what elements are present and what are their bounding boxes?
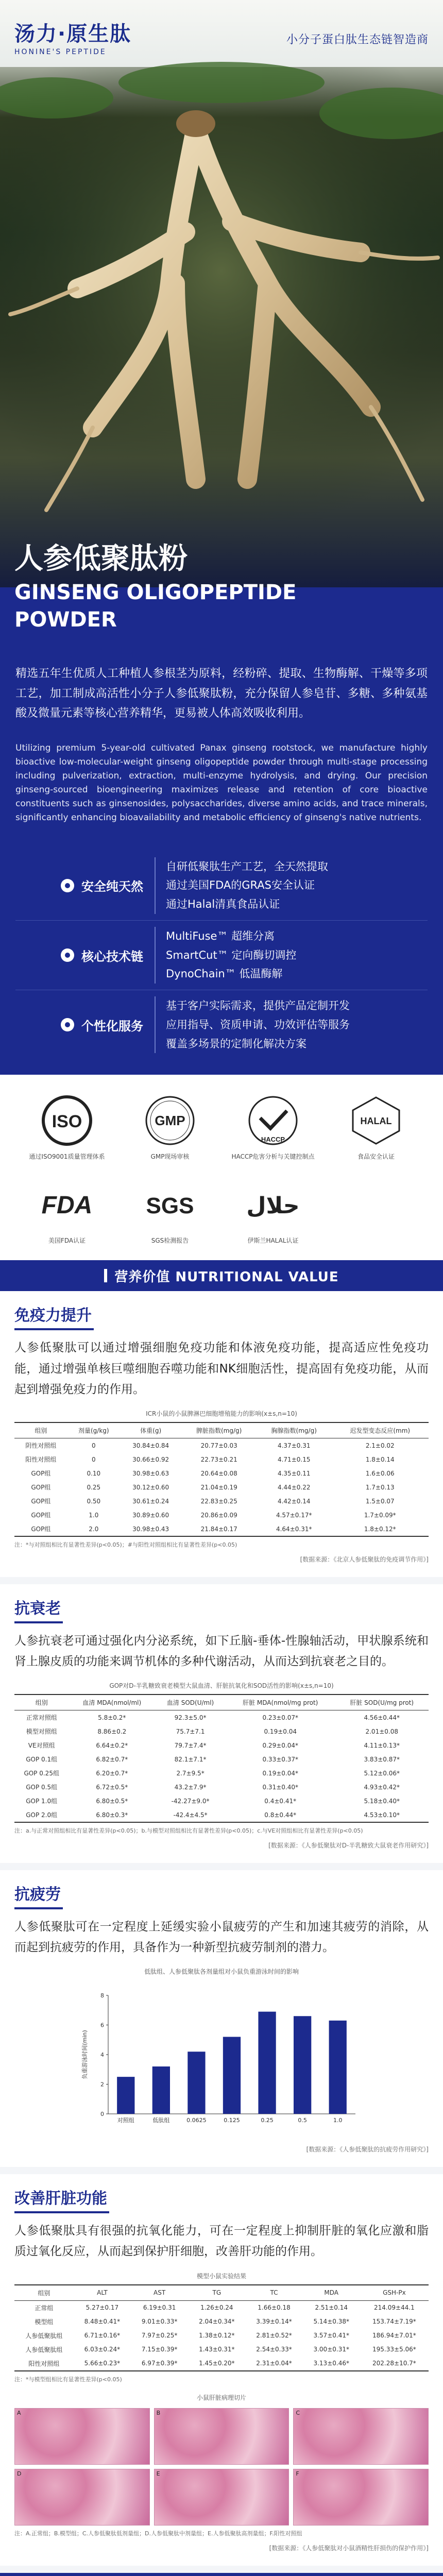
table-header-cell: 血清 SOD(U/ml) <box>155 1694 226 1710</box>
table-row <box>14 2343 429 2357</box>
table-cell: 3.00±0.31* <box>313 2346 349 2353</box>
section-title: 免疫力提升 <box>14 1302 94 1330</box>
table-header-cell: 胸腺指数(mg/g) <box>257 1422 332 1438</box>
table-row <box>14 1494 429 1508</box>
table-header-cell: 脾脏指数(mg/g) <box>181 1422 257 1438</box>
table-cell: 2.7±9.5* <box>176 1769 205 1777</box>
feature-dot-icon <box>61 1018 74 1031</box>
table-cell: 4.44±0.22 <box>277 1483 311 1491</box>
nutrition-header <box>0 1260 443 1291</box>
table-cell: 模型对照组 <box>26 1728 57 1736</box>
hero <box>0 0 443 632</box>
table-cell: 2.0 <box>67 1522 120 1536</box>
brand-name-en: HONINE'S PEPTIDE <box>14 48 107 56</box>
table-cell: 1.7±0.13 <box>365 1483 395 1491</box>
table-cell: 6.97±0.39* <box>131 2357 188 2371</box>
table-cell: 1.8±0.14 <box>365 1455 395 1463</box>
table-row <box>14 2357 429 2371</box>
table-cell: GOP 1.0组 <box>26 1798 58 1805</box>
cert-caption: 食品安全认证 <box>357 1153 395 1161</box>
table-row <box>14 1710 429 1725</box>
svg-text:ISO: ISO <box>52 1112 82 1132</box>
histology-image: C <box>293 2408 429 2465</box>
table-cell: 2.54±0.33* <box>256 2346 292 2353</box>
table-cell: 0.50 <box>87 1497 101 1505</box>
table-cell: 4.57±0.17* <box>276 1511 312 1519</box>
fda-icon <box>33 1176 100 1233</box>
halal-icon <box>343 1092 410 1149</box>
feature-label: 个性化服务 <box>81 1019 143 1033</box>
table-cell: 2.31±0.04* <box>245 2357 302 2371</box>
feature-item: SmartCut™ 定向酶切调控 <box>166 948 297 961</box>
table-cell: VE对照组 <box>28 1742 55 1750</box>
brand-logo[interactable] <box>14 18 131 56</box>
table-cell: 7.15±0.39* <box>141 2346 178 2353</box>
table-cell: 模型组 <box>35 2318 54 2326</box>
cert-caption: HACCP危害分析与关键控制点 <box>231 1153 315 1161</box>
table-cell: 0.19±0.04 <box>264 1727 297 1735</box>
table-cell: 214.09±44.1 <box>374 2304 415 2312</box>
feature-row <box>15 851 428 920</box>
table-cell: 正常组 <box>35 2304 54 2312</box>
iso-icon <box>33 1092 100 1149</box>
table-cell: 6.82±0.7* <box>96 1755 128 1763</box>
top-bar <box>0 0 443 67</box>
table-row <box>14 1466 429 1480</box>
histology-image: E <box>154 2469 289 2526</box>
x-tick-label: 0.5 <box>298 2117 307 2124</box>
table-row <box>14 1738 429 1752</box>
table-row <box>14 1794 429 1808</box>
applications-header <box>0 2573 443 2576</box>
table-cell: 1.26±0.24 <box>200 2304 233 2312</box>
table-cell: 0.29±0.04* <box>262 1741 298 1749</box>
table-row <box>14 2300 429 2315</box>
y-axis-label: 负重游泳时间(min) <box>81 2030 88 2079</box>
data-source: [数据来源：《人参低聚肽对小鼠酒精性肝损伤的保护作用》] <box>269 2544 429 2552</box>
table-cell: 82.1±7.1* <box>174 1755 207 1763</box>
table-cell: GOP 2.0组 <box>14 1808 69 1822</box>
table-cell: 3.13±0.46* <box>303 2357 360 2371</box>
table-row <box>14 1808 429 1822</box>
section-text: 人参低聚肽具有很强的抗氧化能力，可在一定程度上抑制肝脏的氧化应激和脂质过氧化反应，从而起到保护肝细胞，改善肝功能的作用。 <box>14 2224 429 2259</box>
table-caption: 模型小鼠实验结果 <box>196 2272 246 2280</box>
table-cell: GOP 0.25组 <box>24 1770 59 1777</box>
table-cell: GOP 0.1组 <box>26 1756 58 1764</box>
micro-caption: 小鼠肝脏病理切片 <box>196 2394 246 2402</box>
feature-list <box>0 846 443 1075</box>
immune-table <box>14 1422 429 1537</box>
table-cell: 153.74±7.19* <box>372 2318 416 2326</box>
table-cell: 8.86±0.2 <box>97 1727 127 1735</box>
table-cell: GOP组 <box>31 1484 51 1492</box>
histology-image: A <box>14 2408 150 2465</box>
table-row <box>14 1438 429 1453</box>
table-cell: 1.43±0.31* <box>199 2346 235 2353</box>
halal-2-cert <box>222 1176 325 1245</box>
table-cell: 186.94±7.01* <box>372 2332 416 2340</box>
feature-item: 通过美国FDA的GRAS安全认证 <box>166 879 315 892</box>
table-cell: 0 <box>91 1442 96 1449</box>
table-header-cell: 迟发型变态反应(mm) <box>332 1422 429 1438</box>
table-header-cell: AST <box>131 2285 188 2301</box>
feature-item: 自研低聚肽生产工艺，全天然提取 <box>166 860 328 873</box>
table-row <box>14 1508 429 1522</box>
table-cell: 3.57±0.41* <box>313 2332 349 2340</box>
table-header-cell: ALT <box>74 2285 131 2301</box>
table-row <box>14 1480 429 1494</box>
feature-item: 通过Halal清真食品认证 <box>166 898 280 911</box>
table-row <box>14 1452 429 1466</box>
table-header-cell: GSH-Px <box>360 2285 429 2301</box>
y-tick-label: 4 <box>100 2052 104 2059</box>
table-cell: 30.61±0.24 <box>132 1497 169 1505</box>
table-header-cell: MDA <box>303 2285 360 2301</box>
section-text: 人参低聚肽可在一定程度上延缓实验小鼠疲劳的产生和加速其疲劳的消除，从而起到抗疲劳的作用，具备作为一种新型抗疲劳制剂的潜力。 <box>14 1920 429 1954</box>
table-cell: 79.7±7.4* <box>174 1741 207 1749</box>
table-cell: 4.11±0.13* <box>364 1741 400 1749</box>
table-cell: 30.98±0.43 <box>120 1522 182 1536</box>
intro-text-cn: 精选五年生优质人工种植人参根茎为原料，经粉碎、提取、生物酶解、干燥等多项工艺，加工制成高活性小分子人参低聚肽粉，充分保留人参皂苷、多糖、多种氨基酸及微量元素等核心营养精华，更易被人体高效吸收利用。 <box>15 667 428 720</box>
table-cell: 4.56±0.44* <box>364 1714 400 1721</box>
table-cell: 0.31±0.40* <box>262 1783 298 1791</box>
table-cell: 0.25 <box>87 1483 101 1491</box>
table-cell: 3.39±0.14* <box>256 2318 292 2326</box>
table-cell: 1.45±0.20* <box>188 2357 245 2371</box>
table-cell: 20.77±0.03 <box>200 1442 237 1449</box>
table-cell: 6.64±0.2* <box>96 1741 128 1749</box>
table-cell: 0.4±0.41* <box>264 1797 297 1805</box>
immune-panel <box>0 1291 443 1584</box>
table-row <box>14 1752 429 1766</box>
table-cell: 正常对照组 <box>26 1714 57 1722</box>
gmp-icon <box>137 1092 203 1149</box>
haccp-cert <box>222 1092 325 1161</box>
chart-bar <box>294 2016 311 2114</box>
cert-caption: 伊斯兰HALAL认证 <box>247 1237 299 1245</box>
table-cell: 21.04±0.19 <box>200 1483 237 1491</box>
table-cell: 8.48±0.41* <box>84 2318 121 2326</box>
table-cell: 0 <box>91 1455 96 1463</box>
table-cell: 人参低聚肽组 <box>25 2346 63 2353</box>
table-header-cell: TC <box>245 2285 302 2301</box>
table-cell: GOP 0.5组 <box>26 1784 58 1791</box>
intro-text-en: Utilizing premium 5-year-old cultivated Panax ginseng rootstock, we manufacture highly bioactive low-molecular-weight ginseng oligopeptide powder through multi-stage processing including pulverization, extraction, multi-enzyme hydrolysis, and drying. Our precision ginseng-sourced bioengineering maximizes release and retention of core bioactive constituents such as ginsenosides, polysaccharides, diverse amino acids, and trace minerals, significantly enhancing bioavailability and metabolic efficiency of ginseng's native nutrients. <box>15 742 428 823</box>
table-cell: 1.38±0.12* <box>199 2332 235 2340</box>
antiaging-panel <box>0 1584 443 1870</box>
table-row <box>14 1780 429 1794</box>
table-cell: 21.84±0.17 <box>181 1522 257 1536</box>
table-row <box>14 1724 429 1738</box>
x-tick-label: 对照组 <box>117 2117 134 2124</box>
feature-item: 应用指导、资质申请、功效评估等服务 <box>166 1018 350 1031</box>
table-cell: 6.80±0.5* <box>96 1797 128 1805</box>
table-header-cell: 体重(g) <box>120 1422 182 1438</box>
table-note: 注：*与模型组相比有显著性差异(p<0.05) <box>14 2376 122 2383</box>
table-cell: 1.66±0.18 <box>258 2304 291 2312</box>
product-title-cn: 人参低聚肽粉 <box>14 542 188 575</box>
table-cell: 30.89±0.60 <box>132 1511 169 1519</box>
table-header-cell: 组别 <box>14 1694 69 1710</box>
table-caption: ICR小鼠的小鼠脾淋巴细胞增殖能力的影响(x±s,n=10) <box>146 1410 297 1418</box>
table-cell: 4.71±0.15 <box>277 1455 311 1463</box>
table-cell: 5.18±0.40* <box>364 1797 400 1805</box>
table-row <box>14 2329 429 2343</box>
table-cell: 6.03±0.24* <box>84 2346 121 2353</box>
table-cell: 30.98±0.63 <box>132 1469 169 1477</box>
table-cell: 1.0 <box>89 1511 99 1519</box>
table-header-cell: TG <box>188 2285 245 2301</box>
liver-table <box>14 2284 429 2371</box>
histology-image: F <box>293 2469 429 2526</box>
fda-cert <box>15 1176 118 1245</box>
sgs-cert <box>118 1176 222 1245</box>
table-cell: 1.6±0.06 <box>365 1469 395 1477</box>
table-cell: -42.27±9.0* <box>171 1797 210 1805</box>
table-cell: 阳性对照组 <box>14 2357 74 2371</box>
table-cell: GOP组 <box>31 1512 51 1519</box>
table-cell: 2.01±0.08 <box>365 1727 398 1735</box>
table-header-cell: 组别 <box>14 2285 74 2301</box>
table-cell: 6.20±0.7* <box>96 1769 128 1777</box>
liver-panel <box>0 2174 443 2573</box>
svg-text:HALAL: HALAL <box>360 1116 392 1127</box>
x-tick-label: 0.25 <box>261 2117 274 2124</box>
svg-text:حلال: حلال <box>246 1193 300 1219</box>
x-tick-label: 低肽组 <box>152 2117 170 2124</box>
table-cell: 5.12±0.06* <box>364 1769 400 1777</box>
antiaging-table <box>14 1694 429 1823</box>
cert-caption: 通过ISO9001质量管理体系 <box>29 1153 105 1161</box>
data-source: [数据来源：《北京人参低聚肽的免疫调节作用》] <box>300 1555 429 1563</box>
table-cell: 3.83±0.87* <box>364 1755 400 1763</box>
table-cell: 5.8±0.2* <box>98 1714 126 1721</box>
fatigue-bar-chart <box>77 1985 366 2140</box>
table-cell: 4.42±0.14 <box>277 1497 311 1505</box>
brand-name-cn: 汤力·原生肽 <box>14 22 132 46</box>
table-cell: 1.8±0.12* <box>332 1522 429 1536</box>
product-title-en-1: GINSENG OLIGOPEPTIDE <box>14 581 297 604</box>
section-title: 抗疲劳 <box>14 1882 63 1909</box>
svg-text:FDA: FDA <box>41 1192 93 1219</box>
table-cell: 202.28±10.7* <box>360 2357 429 2371</box>
halal-arabic-icon <box>240 1176 306 1233</box>
table-header-cell: 血清 MDA(nmol/ml) <box>69 1694 155 1710</box>
table-header-cell: 组别 <box>14 1422 67 1438</box>
section-title: 抗衰老 <box>14 1596 63 1623</box>
histology-grid <box>14 2408 429 2526</box>
table-cell: 0.33±0.37* <box>262 1755 298 1763</box>
feature-dot-icon <box>61 948 74 962</box>
feature-dot-icon <box>61 879 74 892</box>
table-note: 注：a.与正常对照组相比有显著性差异(p<0.05)；b.与模型对照组相比有显著性差异(p<0.05)；c.与VE对照组相比有显著性差异(p<0.05) <box>14 1827 363 1835</box>
table-cell: 5.14±0.38* <box>313 2318 349 2326</box>
table-cell: 6.71±0.16* <box>84 2332 121 2340</box>
table-cell: 阴性对照组 <box>25 1442 57 1450</box>
table-cell: 2.04±0.34* <box>199 2318 235 2326</box>
table-cell: 4.37±0.31 <box>277 1442 311 1449</box>
chart-bar <box>329 2021 347 2114</box>
certification-section <box>0 1075 443 1260</box>
halal-cert <box>325 1092 428 1161</box>
gmp-cert <box>118 1092 222 1161</box>
svg-text:HACCP: HACCP <box>261 1136 285 1144</box>
y-tick-label: 8 <box>100 1992 104 1999</box>
table-cell: 22.73±0.21 <box>200 1455 237 1463</box>
table-caption: GOP对D-半乳糖致衰老模型大鼠血清、肝脏抗氧化和SOD活性的影响(x±s,n=10) <box>109 1682 334 1690</box>
table-cell: 1.5±0.07 <box>365 1497 395 1505</box>
antifatigue-panel <box>0 1870 443 2175</box>
y-tick-label: 2 <box>100 2081 104 2088</box>
table-cell: 2.1±0.02 <box>365 1442 395 1449</box>
haccp-icon <box>240 1092 306 1149</box>
feature-row <box>15 990 428 1059</box>
table-cell: 5.66±0.23* <box>74 2357 131 2371</box>
feature-item: DynoChain™ 低温酶解 <box>166 968 283 980</box>
product-title-en-2: POWDER <box>14 607 117 632</box>
iso-cert <box>15 1092 118 1161</box>
ginseng-root-image <box>0 67 443 520</box>
data-source: [数据来源：《人参低聚肽对D-半乳糖致大鼠衰老作用研究》] <box>268 1841 429 1849</box>
cert-caption: SGS检测报告 <box>151 1237 189 1245</box>
table-cell: 6.72±0.5* <box>96 1783 128 1791</box>
table-cell: 20.86±0.09 <box>200 1511 237 1519</box>
table-cell: 6.19±0.31 <box>143 2304 176 2312</box>
table-cell: 2.81±0.52* <box>256 2332 292 2340</box>
table-cell: GOP组 <box>31 1470 51 1478</box>
x-tick-label: 0.125 <box>224 2117 240 2124</box>
table-cell: 30.66±0.92 <box>132 1455 169 1463</box>
table-row <box>14 2315 429 2329</box>
brand-slogan: 小分子蛋白肽生态链智造商 <box>286 33 429 46</box>
table-cell: 22.83±0.25 <box>200 1497 237 1505</box>
table-row <box>14 1766 429 1780</box>
table-cell: 75.7±7.1 <box>176 1727 205 1735</box>
table-row <box>14 1522 429 1536</box>
table-cell: 1.7±0.09* <box>364 1511 396 1519</box>
section-text: 人参抗衰老可通过强化内分泌系统，如下丘脑-垂体-性腺轴活动，甲状腺系统和肾上腺皮质的功能来调节机体的多种代谢活动，从而达到抗衰老之目的。 <box>14 1634 429 1668</box>
feature-row <box>15 920 428 990</box>
table-cell: 人参低聚肽组 <box>25 2332 63 2340</box>
table-cell: 6.80±0.3* <box>69 1808 155 1822</box>
table-cell: 5.27±0.17 <box>86 2304 119 2312</box>
feature-item: 覆盖多场景的定制化解决方案 <box>166 1037 306 1050</box>
table-header-cell: 肝脏 MDA(nmol/mg prot) <box>226 1694 335 1710</box>
chart-bar <box>258 2012 276 2114</box>
table-cell: 阳性对照组 <box>25 1456 57 1464</box>
table-cell: 4.53±0.10* <box>335 1808 429 1822</box>
cert-caption: GMP现场审核 <box>150 1153 190 1161</box>
table-cell: 20.64±0.08 <box>200 1469 237 1477</box>
feature-item: MultiFuse™ 超维分离 <box>166 929 275 942</box>
table-cell: 92.3±5.0* <box>174 1714 207 1721</box>
table-cell: 0.8±0.44* <box>226 1808 335 1822</box>
sgs-icon <box>137 1176 203 1233</box>
table-cell: 0.19±0.04* <box>262 1769 298 1777</box>
table-cell: 30.84±0.84 <box>132 1442 169 1449</box>
table-cell: 2.51±0.14 <box>315 2304 348 2312</box>
section-text: 人参低聚肽可以通过增强细胞免疫功能和体液免疫功能，提高适应性免疫功能，通过增强单核巨噬细胞吞噬功能和NK细胞活性，提高固有免疫功能，从而起到增强免疫力的作用。 <box>14 1341 429 1396</box>
nutrition-title: 营养价值 NUTRITIONAL VALUE <box>114 1269 339 1285</box>
intro-section <box>0 587 443 1075</box>
svg-text:GMP: GMP <box>155 1113 185 1129</box>
chart-bar <box>188 2052 205 2114</box>
histology-note: 注：A.正常组；B.模型组；C.人参低聚肽低剂量组；D.人参低聚肽中剂量组；E.人参低聚肽高剂量组；F.阳性对照组 <box>14 2530 302 2537</box>
table-cell: 7.97±0.25* <box>141 2332 178 2340</box>
table-cell: 4.64±0.31* <box>257 1522 332 1536</box>
cert-caption: 美国FDA认证 <box>48 1237 86 1245</box>
table-header-cell: 肝脏 SOD(U/mg prot) <box>335 1694 429 1710</box>
table-cell: 195.33±5.06* <box>372 2346 416 2353</box>
data-source: [数据来源：《人参低聚肽的抗疲劳作用研究》] <box>306 2146 429 2154</box>
feature-label: 核心技术链 <box>81 949 143 964</box>
table-cell: 30.12±0.60 <box>132 1483 169 1491</box>
histology-image: D <box>14 2469 150 2526</box>
feature-label: 安全纯天然 <box>81 879 143 894</box>
chart-bar <box>117 2077 134 2114</box>
table-cell: 4.93±0.42* <box>364 1783 400 1791</box>
hero-title <box>14 536 427 632</box>
svg-text:SGS: SGS <box>146 1193 194 1219</box>
x-tick-label: 1.0 <box>333 2117 343 2124</box>
table-note: 注：*与对照组相比有显著性差异(p<0.05)；#与阳性对照组相比有显著性差异(p<0.05) <box>14 1541 237 1549</box>
table-cell: GOP组 <box>31 1498 51 1505</box>
table-cell: 43.2±7.9* <box>174 1783 207 1791</box>
table-header-cell: 剂量(g/kg) <box>67 1422 120 1438</box>
table-cell: 0.10 <box>87 1469 101 1477</box>
histology-image: B <box>154 2408 289 2465</box>
table-cell: 4.35±0.11 <box>277 1469 311 1477</box>
section-title: 改善肝脏功能 <box>14 2185 109 2213</box>
table-cell: 9.01±0.33* <box>141 2318 178 2326</box>
chart-bar <box>223 2037 241 2114</box>
chart-caption: 低肽组、人参低聚肽各剂量组对小鼠负重游泳时间的影响 <box>144 1968 299 1976</box>
feature-item: 基于客户实际需求，提供产品定制开发 <box>166 999 350 1012</box>
table-cell: -42.4±4.5* <box>155 1808 226 1822</box>
y-tick-label: 0 <box>100 2111 104 2118</box>
y-tick-label: 6 <box>100 2022 104 2029</box>
table-cell: 0.23±0.07* <box>262 1714 298 1721</box>
x-tick-label: 0.0625 <box>186 2117 207 2124</box>
table-cell: GOP组 <box>14 1522 67 1536</box>
chart-bar <box>152 2066 170 2114</box>
